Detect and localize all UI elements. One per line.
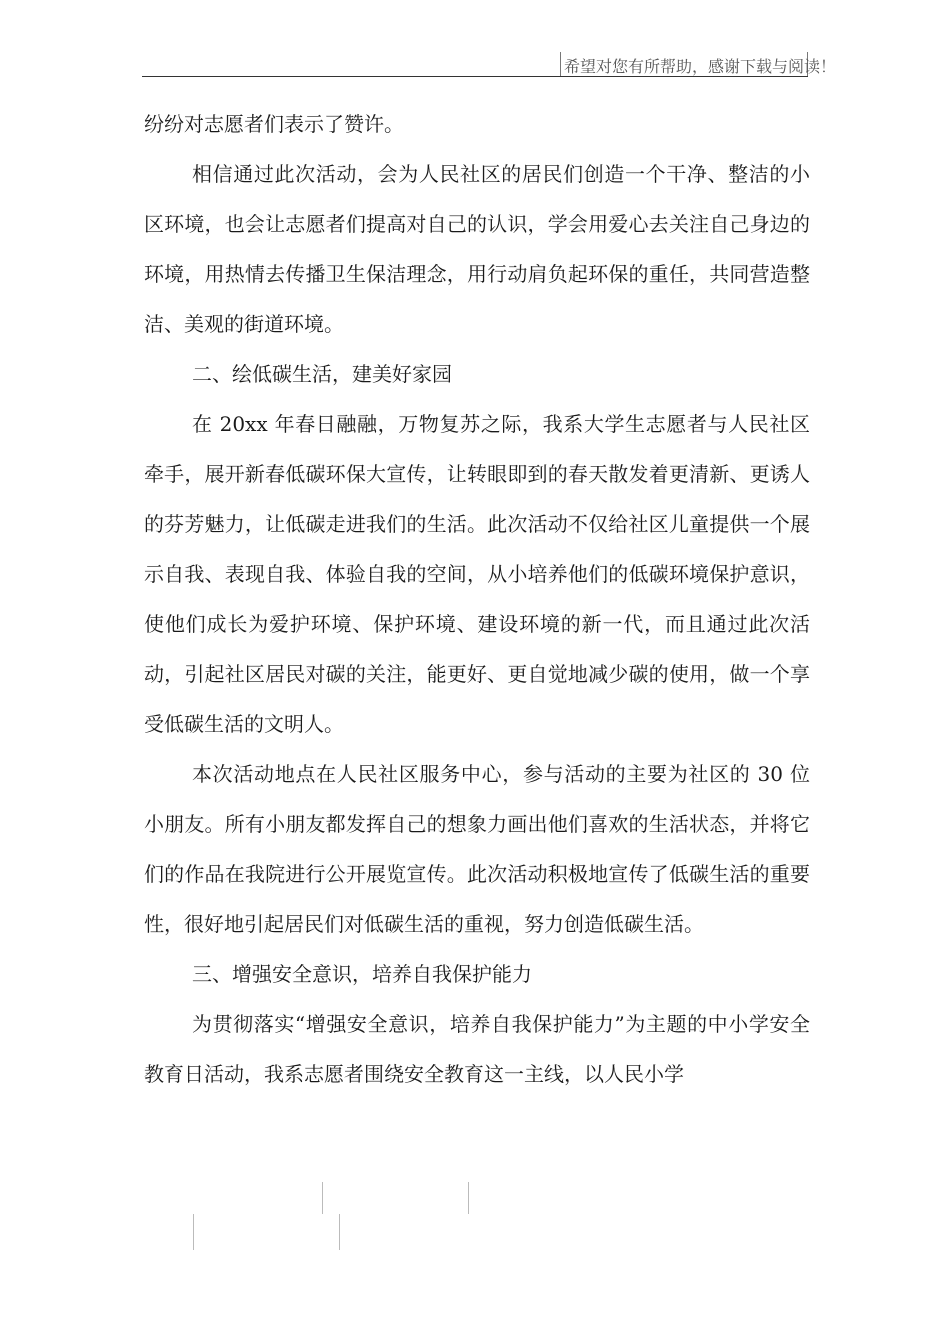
section-heading: 三、增强安全意识，培养自我保护能力 bbox=[192, 962, 532, 986]
paragraph: 在 20xx 年春日融融，万物复苏之际，我系大学生志愿者与人民社区牵手，展开新春低碳环保大宣传，让转眼即到的春天散发着更清新、更诱人的芬芳魅力，让低碳走进我们的生活。此次活动不仅给社区儿童提供一个展示自我、表现自我、体验自我的空间，从小培养他们的低碳环境保护意识，使他们成长为爱护环境、保护环境、建设环境的新一代，而且通过此次活动，引起社区居民对碳的关注，能更好、更自觉地减少碳的使用，做一个享受低碳生活的文明人。 bbox=[144, 412, 810, 736]
decorative-line bbox=[339, 1214, 340, 1250]
section-heading: 二、绘低碳生活，建美好家园 bbox=[192, 362, 452, 386]
decorative-line bbox=[322, 1182, 323, 1214]
paragraph: 本次活动地点在人民社区服务中心，参与活动的主要为社区的 30 位小朋友。所有小朋友都发挥自己的想象力画出他们喜欢的生活状态，并将它们的作品在我院进行公开展览宣传。此次活动积极地宣传了低碳生活的重要性，很好地引起居民们对低碳生活的重视，努力创造低碳生活。 bbox=[144, 762, 810, 936]
paragraph: 为贯彻落实“增强安全意识，培养自我保护能力”为主题的中小学安全教育日活动，我系志愿者围绕安全教育这一主线，以人民小学 bbox=[144, 1012, 810, 1086]
decorative-line bbox=[193, 1214, 194, 1250]
paragraph: 相信通过此次活动，会为人民社区的居民们创造一个干净、整洁的小区环境，也会让志愿者们提高对自己的认识，学会用爱心去关注自己身边的环境，用热情去传播卫生保洁理念，用行动肩负起环保的重任，共同营造整洁、美观的街道环境。 bbox=[144, 162, 810, 336]
decorative-line bbox=[468, 1182, 469, 1214]
header-rule bbox=[142, 76, 808, 77]
header-note: 希望对您有所帮助，感谢下载与阅读！ bbox=[564, 57, 837, 76]
document-body bbox=[144, 99, 810, 1099]
paragraph-continuation: 纷纷对志愿者们表示了赞许。 bbox=[144, 112, 404, 136]
